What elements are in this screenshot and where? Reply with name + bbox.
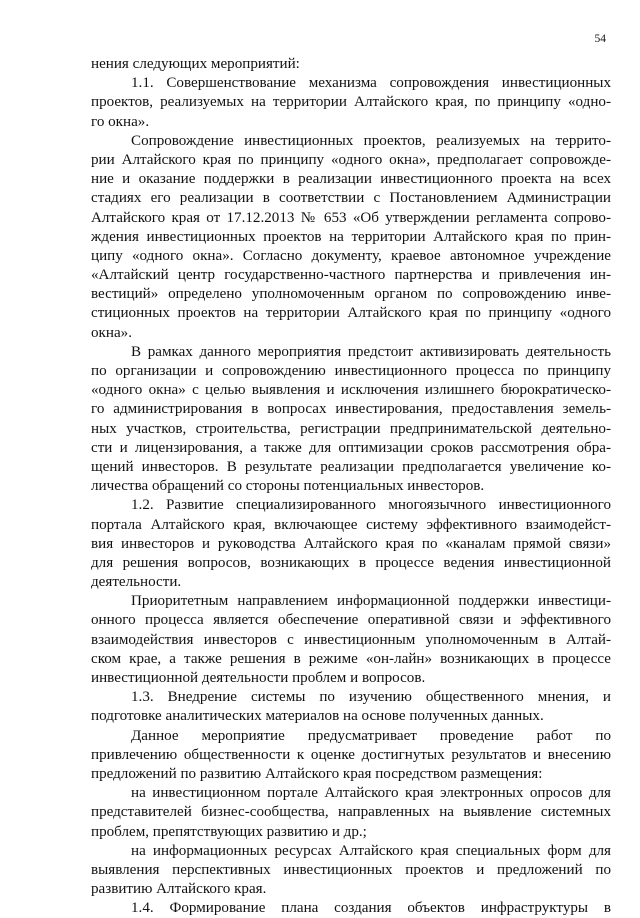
text-line: В рамках данного мероприятия предстоит активизировать деятельность	[131, 343, 611, 360]
text-line: нения следующих мероприятий:	[91, 56, 300, 72]
page-number: 54	[594, 33, 606, 45]
text-line: на информационных ресурсах Алтайского края специальных форм для	[131, 842, 611, 859]
text-line: привлечению общественности к оценке достигнутых результатов и внесению	[91, 746, 611, 763]
text-line: деятельности.	[91, 574, 182, 591]
text-line: щений инвесторов. В результате реализации предполагается увеличение ко-	[91, 458, 611, 475]
text-line: рии Алтайского края по принципу «одного окна», предполагает сопровожде-	[91, 151, 611, 168]
text-line: 1.4. Формирование плана создания объектов инфраструктуры в	[131, 900, 611, 917]
text-line: Алтайского края от 17.12.2013 № 653 «Об утверждении регламента сопрово-	[91, 209, 611, 226]
text-line: онного процесса является обеспечение оперативной связи и эффективного	[91, 612, 611, 629]
text-line: портала Алтайского края, включающее систему эффективного взаимодейст-	[91, 516, 611, 533]
text-line: на инвестиционном портале Алтайского края электронных опросов для	[131, 785, 611, 802]
text-line: «Алтайский центр государственно-частного партнерства и привлечения ин-	[91, 267, 611, 284]
text-line: окна».	[91, 324, 132, 341]
text-line: Данное мероприятие предусматривает проведение работ по	[131, 727, 611, 744]
text-line: 1.1. Совершенствование механизма сопровождения инвестиционных	[131, 75, 611, 92]
text-line: Сопровождение инвестиционных проектов, реализуемых на террито-	[131, 132, 611, 149]
text-line: представителей бизнес-сообщества, направленных на выявление системных	[91, 804, 611, 821]
text-line: ском крае, а также решения в режиме «он-лайн» возникающих в процессе	[91, 650, 611, 667]
text-line: выявления перспективных инвестиционных проектов и предложений по	[91, 861, 611, 878]
text-line: предложений по развитию Алтайского края посредством размещения:	[91, 765, 543, 782]
text-line: вестиций» определено уполномоченным органом по сопровождению инве-	[91, 286, 611, 303]
text-line: ждения инвестиционных проектов на территории Алтайского края по прин-	[91, 228, 611, 245]
text-line: проблем, препятствующих развитию и др.;	[91, 823, 367, 840]
text-line: подготовке аналитических материалов на основе полученных данных.	[91, 708, 544, 725]
document-body	[91, 55, 611, 918]
text-line: проектов, реализуемых на территории Алтайского края, по принципу «одно-	[91, 94, 611, 111]
text-line: вия инвесторов и руководства Алтайского края по «каналам прямой связи»	[91, 535, 611, 552]
text-line: для решения вопросов, возникающих в процессе ведения инвестиционной	[91, 554, 611, 571]
text-line: сти и лицензирования, а также для оптимизации сроков рассмотрения обра-	[91, 439, 611, 456]
text-line: 1.3. Внедрение системы по изучению общественного мнения, и	[131, 689, 611, 706]
text-line: личества обращений со стороны потенциальных инвесторов.	[91, 478, 485, 495]
text-line: взаимодействия инвесторов с инвестиционным уполномоченным в Алтай-	[91, 631, 611, 648]
text-line: «одного окна» с целью выявления и исключения излишнего бюрократическо-	[91, 382, 611, 399]
text-line: стадиях его реализации в соответствии с Постановлением Администрации	[91, 190, 611, 207]
text-line: 1.2. Развитие специализированного многоязычного инвестиционного	[131, 497, 611, 514]
text-line: ных участков, строительства, регистрации предпринимательской деятельно-	[91, 420, 611, 437]
text-line: ние и оказание поддержки в реализации инвестиционного проекта на всех	[91, 171, 611, 188]
text-line: го администрирования в вопросах инвестирования, предоставления земель-	[91, 401, 611, 418]
text-line: стиционных проектов на территории Алтайского края по принципу «одного	[91, 305, 611, 322]
text-line: ципу «одного окна». Согласно документу, краевое автономное учреждение	[91, 247, 611, 264]
text-line: Приоритетным направлением информационной поддержки инвестици-	[131, 593, 611, 610]
text-line: го окна».	[91, 113, 150, 130]
text-line: развитию Алтайского края.	[91, 881, 267, 898]
text-line: инвестиционной деятельности проблем и вопросов.	[91, 670, 426, 686]
text-line: по организации и сопровождению инвестиционного процесса по принципу	[91, 363, 611, 379]
